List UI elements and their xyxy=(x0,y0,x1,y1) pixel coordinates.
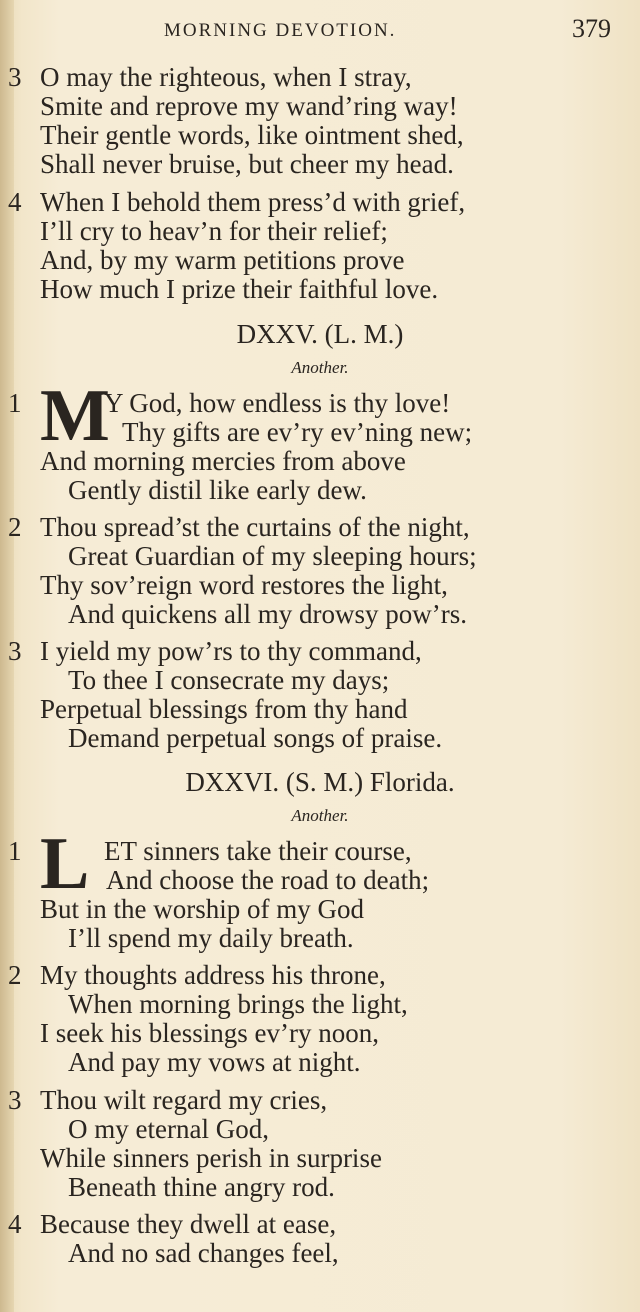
verse-line: Thy gifts are ev’ry ev’ning new; xyxy=(122,417,473,447)
verse-number: 4 xyxy=(8,187,22,217)
verse-line: Demand perpetual songs of praise. xyxy=(68,723,443,753)
verse-line: And pay my vows at night. xyxy=(68,1047,361,1077)
verse-line: Thy sov’reign word restores the light, xyxy=(40,570,448,600)
hymn-title: DXXV. (L. M.) xyxy=(236,319,404,349)
verse-line: And quickens all my drowsy pow’rs. xyxy=(68,599,467,629)
hymn-subtitle: Another. xyxy=(291,358,349,377)
verse-line: And choose the road to death; xyxy=(106,865,430,895)
hymn-subtitle: Another. xyxy=(291,806,349,825)
hymn-title: DXXVI. (S. M.) Florida. xyxy=(185,767,455,797)
verse-number: 3 xyxy=(8,1085,22,1115)
verse-number: 1 xyxy=(8,388,22,418)
verse-number: 4 xyxy=(8,1209,22,1239)
verse-line: Smite and reprove my wand’ring way! xyxy=(40,91,458,121)
verse-line: Because they dwell at ease, xyxy=(40,1209,337,1239)
page-number: 379 xyxy=(572,14,611,43)
verse-line: ET sinners take their course, xyxy=(104,836,412,866)
verse-number: 2 xyxy=(8,512,22,542)
verse-line: When morning brings the light, xyxy=(68,989,408,1019)
verse-line: Their gentle words, like ointment shed, xyxy=(40,120,464,150)
verse-number: 2 xyxy=(8,960,22,990)
verse-line: O my eternal God, xyxy=(68,1114,269,1144)
verse-line: O may the righteous, when I stray, xyxy=(40,62,412,92)
verse-line: But in the worship of my God xyxy=(40,894,364,924)
verse-line: Perpetual blessings from thy hand xyxy=(40,694,408,724)
running-title: MORNING DEVOTION. xyxy=(164,20,397,41)
verse-number: 3 xyxy=(8,636,22,666)
running-head xyxy=(0,14,640,50)
verse-line: And, by my warm petitions prove xyxy=(40,245,405,275)
verse-line: Beneath thine angry rod. xyxy=(68,1172,335,1202)
verse-line: And morning mercies from above xyxy=(40,446,406,476)
verse-line: How much I prize their faithful love. xyxy=(40,274,439,304)
verse-line: My thoughts address his throne, xyxy=(40,960,386,990)
verse-line: While sinners perish in surprise xyxy=(40,1143,382,1173)
verse-line: To thee I consecrate my days; xyxy=(68,665,390,695)
verse-line: Thou spread’st the curtains of the night, xyxy=(40,512,470,542)
verse-line: And no sad changes feel, xyxy=(68,1238,339,1268)
verse-line: Gently distil like early dew. xyxy=(68,475,367,505)
verse-number: 3 xyxy=(8,62,22,92)
verse-line: I yield my pow’rs to thy command, xyxy=(40,636,422,666)
verse-line: Great Guardian of my sleeping hours; xyxy=(68,541,477,571)
verse-line: I’ll spend my daily breath. xyxy=(68,923,354,953)
verse-line: I seek his blessings ev’ry noon, xyxy=(40,1018,379,1048)
verse-line: I’ll cry to heav’n for their relief; xyxy=(40,216,388,246)
verse-line: Shall never bruise, but cheer my head. xyxy=(40,149,454,179)
verse-line: Y God, how endless is thy love! xyxy=(104,388,451,418)
verse-line: Thou wilt regard my cries, xyxy=(40,1085,328,1115)
drop-cap: L xyxy=(40,823,90,905)
verse-number: 1 xyxy=(8,836,22,866)
drop-cap: M xyxy=(40,375,110,457)
verse-line: When I behold them press’d with grief, xyxy=(40,187,466,217)
